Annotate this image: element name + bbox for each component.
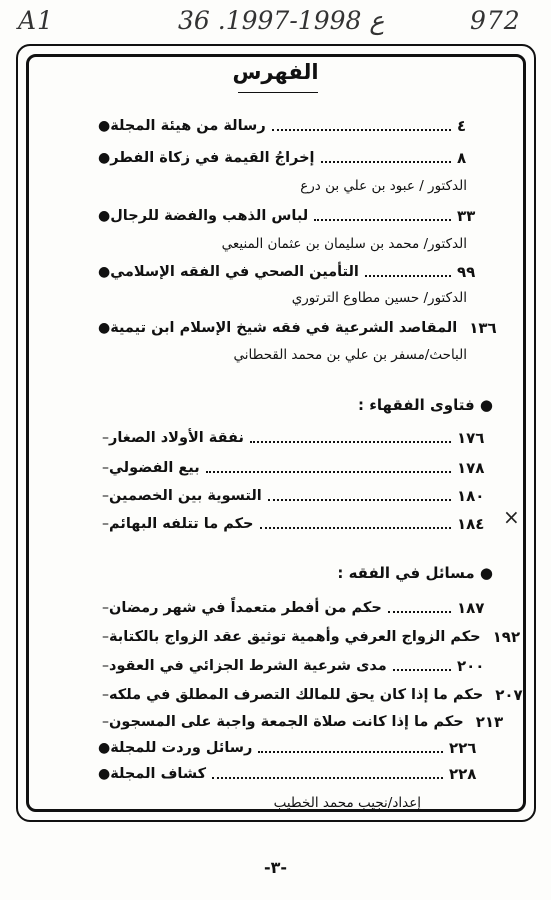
leader-dots <box>365 275 451 277</box>
dash-icon: – <box>102 629 109 645</box>
entry-title: رسائل وردت للمجلة <box>110 740 253 756</box>
entry-page: ١٧٦ <box>457 429 485 447</box>
dash-icon: – <box>102 516 109 532</box>
entry-title: التسوية بين الخصمين <box>109 488 262 504</box>
bullet-icon: ● <box>474 564 493 582</box>
entry-page: ٢١٣ <box>475 713 504 731</box>
handwritten-number: 972 <box>470 6 521 35</box>
bullet-icon: ● <box>474 396 493 414</box>
entry-author: الدكتور/ محمد بن سليمان بن عثمان المنيعي <box>221 236 467 252</box>
leader-dots <box>388 611 451 613</box>
dash-icon: – <box>102 687 109 703</box>
leader-dots <box>258 751 443 753</box>
leader-dots <box>250 441 451 443</box>
toc-entry[interactable] <box>92 314 497 338</box>
leader-dots <box>393 669 451 671</box>
dash-icon: – <box>102 460 109 476</box>
section-fatawa <box>358 396 493 414</box>
entry-page: ١٨٤ <box>457 515 485 533</box>
toc-entry[interactable] <box>92 708 504 732</box>
dash-icon: – <box>102 600 109 616</box>
toc-entry[interactable] <box>92 424 493 448</box>
entry-title: المقاصد الشرعية في فقه شيخ الإسلام ابن تيمية <box>110 320 458 336</box>
section-masail <box>337 564 493 582</box>
entry-page: ٢٠٧ <box>495 686 523 704</box>
dash-icon: – <box>102 658 109 674</box>
bullet-icon: ● <box>98 264 111 280</box>
toc-entry[interactable] <box>92 112 493 136</box>
entry-title: كشاف المجلة <box>110 766 207 782</box>
toc-entry[interactable] <box>92 734 485 758</box>
handwritten-issue: 36 .ع 1998-1997 <box>178 6 385 35</box>
bullet-icon: ● <box>98 150 111 166</box>
toc-entry[interactable] <box>92 594 493 618</box>
toc-entry[interactable] <box>92 144 493 168</box>
toc-entry[interactable] <box>92 623 521 647</box>
entry-page: ٢٠٠ <box>457 657 485 675</box>
entry-author: الدكتور / عبود بن علي بن درع <box>300 178 467 194</box>
toc-entry[interactable] <box>92 681 523 705</box>
toc-entry[interactable] <box>92 258 493 282</box>
dash-icon: – <box>102 488 109 504</box>
prepared-by: إعداد/نجيب محمد الخطيب <box>273 795 421 811</box>
entry-page: ١٩٢ <box>492 628 521 646</box>
entry-page: ٢٢٨ <box>449 765 477 783</box>
page-title: الفهرس <box>232 60 319 84</box>
entry-page: ٣٣ <box>457 207 476 225</box>
entry-title: بيع الفضولي <box>109 460 200 476</box>
bullet-icon: ● <box>98 740 111 756</box>
entry-page: ١٨٧ <box>457 599 485 617</box>
entry-page: ١٧٨ <box>457 459 485 477</box>
section-heading: فتاوى الفقهاء : <box>358 396 475 414</box>
leader-dots <box>272 129 451 131</box>
dash-icon: – <box>102 430 109 446</box>
leader-dots <box>268 499 451 501</box>
entry-title: حكم ما تتلفه البهائم <box>109 516 254 532</box>
section-heading: مسائل في الفقه : <box>337 564 475 582</box>
toc-entry[interactable] <box>92 482 493 506</box>
entry-title: مدى شرعية الشرط الجزائي في العقود <box>109 658 387 674</box>
entry-page: ١٨٠ <box>457 487 485 505</box>
toc-entry[interactable] <box>92 652 493 676</box>
entry-title: إخراجُ القيمة في زكاة الفطر <box>110 150 315 166</box>
entry-title: حكم الزواج العرفي وأهمية توثيق عقد الزواج بالكتابة <box>109 629 481 645</box>
entry-page: ٨ <box>457 149 467 167</box>
entry-page: ١٣٦ <box>469 319 497 337</box>
entry-author: الباحث/مسفر بن علي بن محمد القحطاني <box>233 347 467 363</box>
entry-title: نفقة الأولاد الصغار <box>109 430 244 446</box>
toc-entry[interactable] <box>92 202 493 226</box>
leader-dots <box>314 219 451 221</box>
bullet-icon: ● <box>98 320 111 336</box>
bullet-icon: ● <box>98 118 111 134</box>
toc-entry[interactable] <box>92 510 493 534</box>
leader-dots <box>206 471 451 473</box>
handwritten-code: A1 <box>18 6 54 35</box>
entry-title: حكم ما إذا كانت صلاة الجمعة واجبة على المسجون <box>109 714 464 730</box>
dash-icon: – <box>102 714 109 730</box>
leader-dots <box>260 527 452 529</box>
entry-page: ٩٩ <box>457 263 476 281</box>
bullet-icon: ● <box>98 766 111 782</box>
leader-dots <box>321 161 451 163</box>
leader-dots <box>212 777 443 779</box>
entry-title: حكم من أفطر متعمداً في شهر رمضان <box>109 600 382 616</box>
entry-title: التأمين الصحي في الفقه الإسلامي <box>110 264 359 280</box>
bullet-icon: ● <box>98 208 111 224</box>
entry-page: ٤ <box>457 117 467 135</box>
entry-page: ٢٢٦ <box>449 739 477 757</box>
entry-title: لباس الذهب والفضة للرجال <box>110 208 309 224</box>
entry-title: رسالة من هيئة المجلة <box>110 118 266 134</box>
entry-author: الدكتور/ حسين مطاوع الترتوري <box>291 290 467 306</box>
page-number: -٣- <box>263 858 288 877</box>
handwritten-x-mark: × <box>503 505 520 529</box>
toc-entry[interactable] <box>92 454 493 478</box>
entry-title: حكم ما إذا كان يحق للمالك التصرف المطلق في ملكه <box>109 687 484 703</box>
toc-entry[interactable] <box>92 760 485 784</box>
